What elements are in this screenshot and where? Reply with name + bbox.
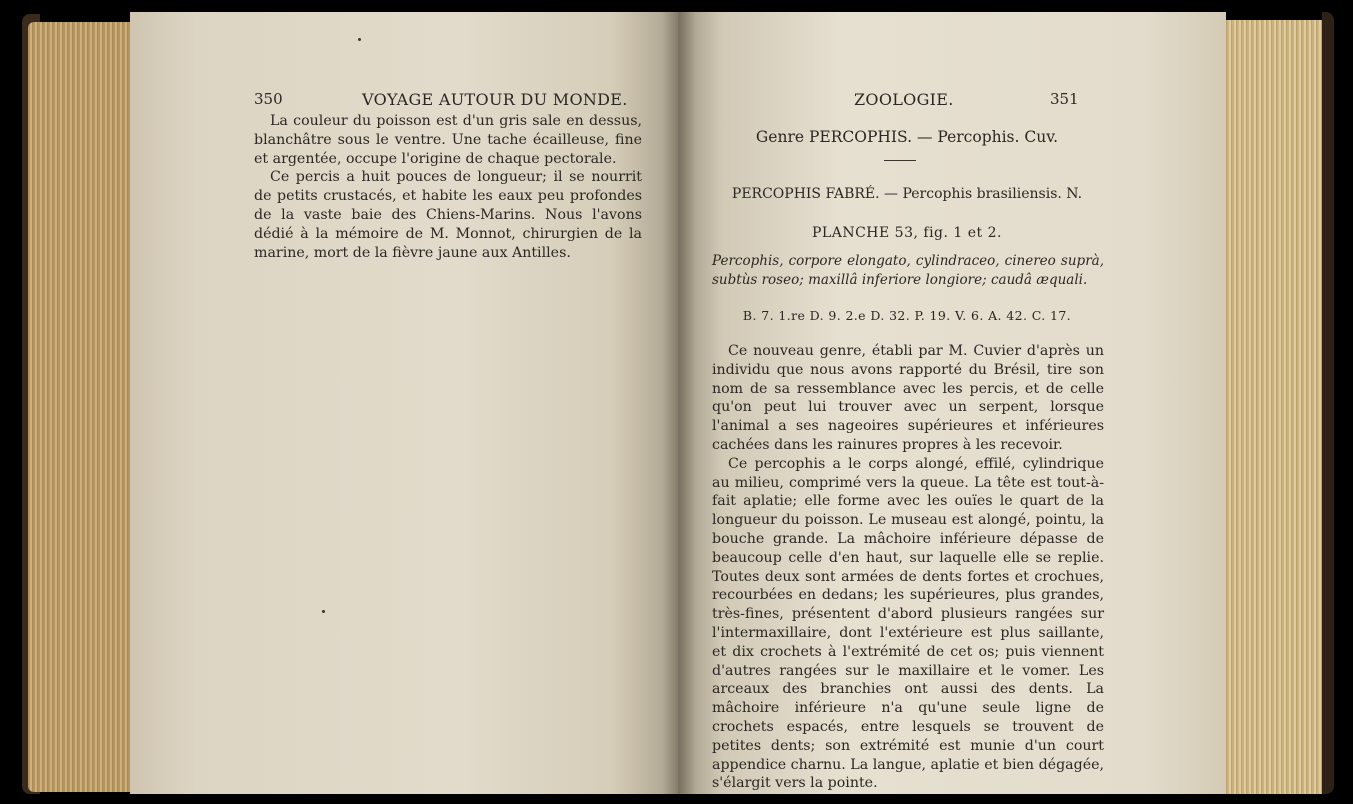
book-cover-right [1322, 12, 1334, 794]
left-paragraph-1: La couleur du poisson est d'un gris sale en dessus, blanchâtre sous le ventre. Une tache écailleuse, fine et argentée, occupe l'origine de chaque pectorale. [254, 113, 642, 167]
latin-diagnosis [712, 252, 1104, 289]
right-running-head: ZOOLOGIE. [854, 90, 954, 109]
plate-reference: PLANCHE 53, fig. 1 et 2. [812, 225, 1002, 241]
fin-formula: B. 7. 1.re D. 9. 2.e D. 32. P. 19. V. 6. A. 42. C. 17. [742, 308, 1072, 323]
left-running-head: VOYAGE AUTOUR DU MONDE. [362, 90, 628, 109]
book-gutter [662, 12, 696, 794]
left-page-number: 350 [254, 90, 283, 108]
right-body-text [712, 342, 1104, 793]
divider-rule [884, 160, 916, 161]
right-paragraph-1: Ce nouveau genre, établi par M. Cuvier d'après un individu que nous avons rapporté du Brésil, tire son nom de sa ressemblance avec les percis, et de celle qu'on peut lui trouver avec un serpent, lorsque l'animal a ses nageoires supérieures et inférieures cachées dans les rainures propres à les recevoir. [712, 343, 1104, 453]
open-book [22, 12, 1332, 794]
speck [322, 610, 325, 613]
left-body-text [254, 112, 642, 262]
species-heading: PERCOPHIS FABRÉ. — Percophis brasiliensis. N. [731, 186, 1083, 202]
genus-heading: Genre PERCOPHIS. — Percophis. Cuv. [755, 128, 1059, 146]
latin-diagnosis-text: Percophis, corpore elongato, cylindraceo, cinereo suprà, subtùs roseo; maxillâ inferiore longiore; caudâ æquali. [712, 253, 1104, 288]
speck [358, 38, 361, 41]
left-page [130, 12, 678, 794]
right-page [678, 12, 1226, 794]
page-edges-right [1212, 20, 1330, 794]
left-paragraph-2: Ce percis a huit pouces de longueur; il se nourrit de petits crustacés, et habite les eaux peu profondes de la vaste baie des Chiens-Marins. Nous l'avons dédié à la mémoire de M. Monnot, chirurgien de la marine, mort de la fièvre jaune aux Antilles. [254, 169, 642, 261]
right-paragraph-2: Ce percophis a le corps alongé, effilé, cylindrique au milieu, comprimé vers la queue. La tête est tout-à-fait aplatie; elle forme avec les ouïes le quart de la longueur du poisson. Le museau est alongé, pointu, la bouche grande. La mâchoire inférieure dépasse de beaucoup celle d'en haut, sur laquelle elle se replie. Toutes deux sont armées de dents fortes et crochues, recourbées en dedans; les supérieures, plus grandes, très-fines, présentent d'abord plusieurs rangées sur l'intermaxillaire, dont l'extérieure est plus saillante, et dix crochets à l'extrémité de cet os; puis viennent d'autres rangées sur le maxillaire et le vomer. Les arceaux des branchies ont aussi des dents. La mâchoire inférieure n'a qu'une seule ligne de crochets espacés, entre lesquels se trouvent de petites dents; son extrémité est munie d'un court appendice charnu. La langue, aplatie et bien dégagée, s'élargit vers la pointe. [712, 455, 1104, 792]
right-page-number: 351 [1050, 90, 1079, 108]
